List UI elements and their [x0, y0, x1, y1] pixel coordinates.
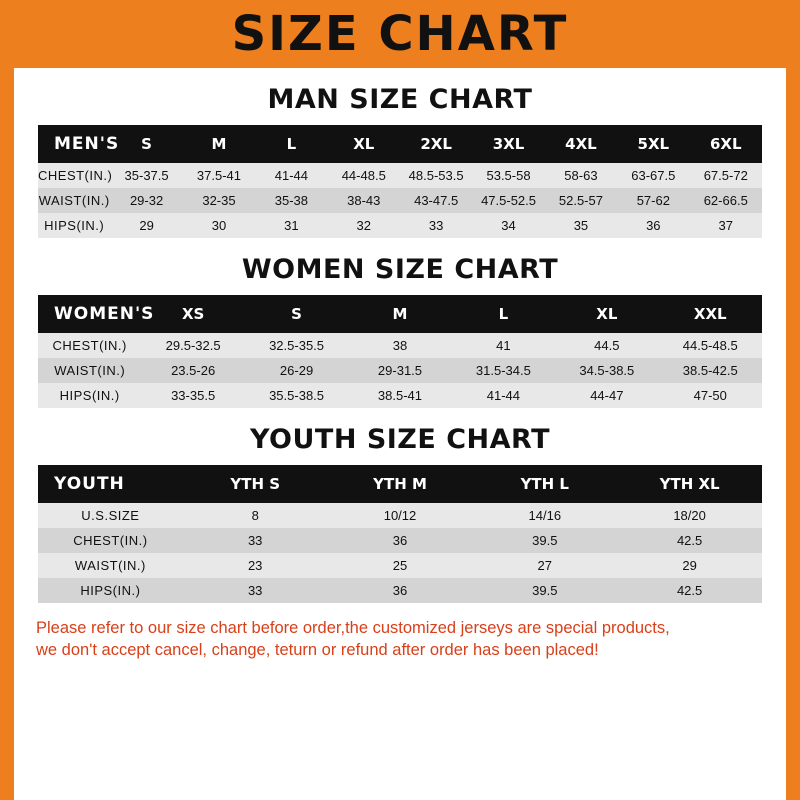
men-table-body [38, 125, 762, 238]
youth-cell: 39.5 [532, 533, 558, 548]
women-cell: 41 [496, 338, 511, 353]
women-cell: 35.5-38.5 [269, 388, 325, 403]
table-row [38, 503, 762, 528]
men-cell: 35-38 [274, 193, 308, 208]
women-table-header-row [38, 295, 762, 333]
men-header-cell: XL [353, 135, 375, 153]
women-row-label: CHEST(IN.) [52, 338, 127, 353]
men-header-cell: 4XL [565, 135, 597, 153]
women-cell: 44.5 [594, 338, 620, 353]
table-row [38, 188, 762, 213]
table-row [38, 333, 762, 358]
women-row-label: HIPS(IN.) [59, 388, 120, 403]
men-header-cell: MEN'S [54, 134, 120, 154]
men-cell: 32-35 [202, 193, 236, 208]
men-cell: 37 [718, 218, 733, 233]
men-cell: 36 [646, 218, 661, 233]
men-cell: 52.5-57 [558, 193, 603, 208]
men-cell: 44-48.5 [341, 168, 386, 183]
women-header-cell: XL [596, 305, 618, 323]
youth-row-label: WAIST(IN.) [74, 558, 146, 573]
men-size-table [38, 125, 762, 238]
youth-header-cell: YOUTH [54, 474, 125, 494]
men-cell: 35-37.5 [124, 168, 169, 183]
youth-table-body [38, 465, 762, 603]
women-cell: 38 [392, 338, 408, 353]
men-cell: 63-67.5 [631, 168, 676, 183]
men-cell: 37.5-41 [196, 168, 242, 183]
table-row [38, 383, 762, 408]
youth-cell: 39.5 [532, 583, 558, 598]
youth-cell: 23 [247, 558, 263, 573]
youth-cell: 29 [682, 558, 697, 573]
men-cell: 32 [356, 218, 371, 233]
table-row [38, 358, 762, 383]
women-cell: 38.5-42.5 [682, 363, 738, 378]
women-header-cell: L [498, 305, 509, 323]
men-header-cell: 5XL [637, 135, 670, 153]
youth-section-title: YOUTH SIZE CHART [249, 424, 551, 455]
women-table-body [38, 295, 762, 408]
youth-table-header-row [38, 465, 762, 503]
youth-cell: 33 [247, 533, 263, 548]
men-cell: 34 [501, 218, 516, 233]
banner-title: SIZE CHART [231, 6, 569, 62]
men-cell: 29 [139, 218, 154, 233]
men-cell: 30 [211, 218, 227, 233]
youth-cell: 33 [247, 583, 263, 598]
youth-cell: 36 [392, 583, 408, 598]
youth-row-label: HIPS(IN.) [80, 583, 141, 598]
youth-header-cell: YTH XL [659, 475, 720, 493]
men-cell: 29-32 [129, 193, 164, 208]
women-cell: 38.5-41 [377, 388, 423, 403]
men-header-cell: 6XL [709, 135, 742, 153]
youth-cell: 42.5 [676, 583, 703, 598]
note-line-1: Please refer to our size chart before order,the customized jerseys are special products, [36, 619, 670, 637]
men-cell: 43-47.5 [414, 193, 459, 208]
men-row-label: CHEST(IN.) [38, 168, 113, 183]
youth-cell: 18/20 [673, 508, 706, 523]
youth-row-label: CHEST(IN.) [73, 533, 148, 548]
men-cell: 67.5-72 [703, 168, 748, 183]
women-cell: 44.5-48.5 [682, 338, 738, 353]
table-row [38, 528, 762, 553]
men-section [14, 84, 786, 238]
women-cell: 32.5-35.5 [269, 338, 325, 353]
men-header-cell: M [211, 135, 227, 153]
youth-cell: 36 [392, 533, 408, 548]
women-cell: 23.5-26 [171, 363, 216, 378]
women-section-title: WOMEN SIZE CHART [241, 254, 559, 285]
men-cell: 57-62 [636, 193, 670, 208]
table-row [38, 163, 762, 188]
youth-header-cell: YTH S [230, 475, 281, 493]
youth-header-cell: YTH L [520, 475, 569, 493]
youth-row-label: U.S.SIZE [81, 508, 140, 523]
men-header-cell: 2XL [420, 135, 452, 153]
table-row [38, 553, 762, 578]
women-header-cell: M [392, 305, 408, 323]
women-cell: 29-31.5 [377, 363, 423, 378]
women-cell: 34.5-38.5 [579, 363, 635, 378]
men-cell: 38-43 [347, 193, 381, 208]
women-cell: 47-50 [693, 388, 727, 403]
women-cell: 26-29 [279, 363, 314, 378]
order-policy-note [36, 617, 764, 662]
women-cell: 29.5-32.5 [165, 338, 221, 353]
men-cell: 48.5-53.5 [408, 168, 464, 183]
men-cell: 53.5-58 [486, 168, 531, 183]
men-cell: 35 [573, 218, 589, 233]
women-cell: 33-35.5 [171, 388, 216, 403]
table-row [38, 213, 762, 238]
banner [0, 0, 800, 68]
table-row [38, 578, 762, 603]
note-line-2: we don't accept cancel, change, teturn or refund after order has been placed! [36, 641, 599, 660]
men-cell: 58-63 [564, 168, 598, 183]
youth-header-cell: YTH M [373, 475, 427, 493]
men-header-cell: L [286, 135, 297, 153]
men-cell: 62-66.5 [703, 193, 748, 208]
youth-cell: 42.5 [676, 533, 703, 548]
youth-cell: 25 [392, 558, 408, 573]
men-section-title: MAN SIZE CHART [267, 84, 533, 115]
men-table-header-row [38, 125, 762, 163]
women-header-cell: WOMEN'S [54, 304, 155, 324]
men-cell: 31 [284, 218, 299, 233]
women-section [14, 254, 786, 408]
women-cell: 44-47 [590, 388, 624, 403]
men-header-cell: S [141, 135, 152, 153]
youth-cell: 27 [537, 558, 553, 573]
men-header-cell: 3XL [492, 135, 525, 153]
youth-cell: 14/16 [528, 508, 562, 523]
men-cell: 41-44 [274, 168, 308, 183]
men-cell: 47.5-52.5 [481, 193, 536, 208]
women-row-label: WAIST(IN.) [54, 363, 126, 378]
men-row-label: WAIST(IN.) [38, 193, 110, 208]
youth-cell: 8 [251, 508, 259, 523]
women-header-cell: S [291, 305, 302, 323]
men-cell: 33 [428, 218, 444, 233]
youth-cell: 10/12 [383, 508, 417, 523]
men-row-label: HIPS(IN.) [44, 218, 105, 233]
youth-section [14, 424, 786, 603]
women-size-table [38, 295, 762, 408]
women-cell: 31.5-34.5 [475, 363, 531, 378]
women-cell: 41-44 [486, 388, 521, 403]
women-header-cell: XS [181, 305, 205, 323]
youth-size-table [38, 465, 762, 603]
women-header-cell: XXL [693, 305, 727, 323]
